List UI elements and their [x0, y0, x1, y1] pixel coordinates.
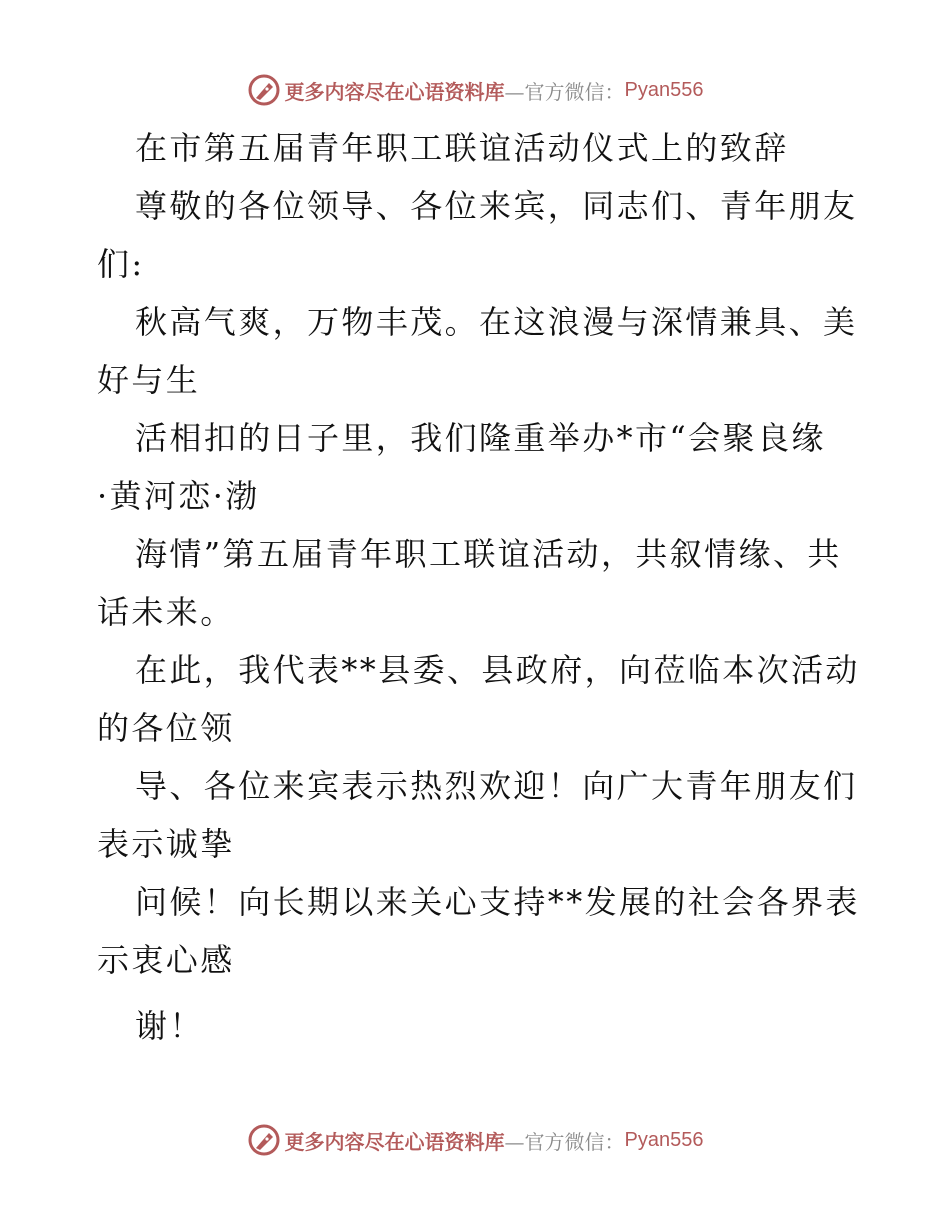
paragraph-line: 表示诚挚: [97, 825, 235, 863]
document-title: 在市第五届青年职工联谊活动仪式上的致辞: [135, 129, 789, 167]
paragraph-line: 示衷心感: [97, 941, 235, 979]
paragraph-line: 们:: [97, 245, 145, 283]
paragraph-line: 导、各位来宾表示热烈欢迎！向广大青年朋友们: [135, 767, 858, 805]
banner-main-text: 更多内容尽在心语资料库: [284, 79, 505, 104]
paragraph-line: 话未来。: [97, 593, 235, 631]
paragraph-line: 问候！向长期以来关心支持**发展的社会各界表: [135, 883, 860, 921]
paragraph-line: 海情”第五届青年职工联谊活动，共叙情缘、共: [135, 535, 842, 573]
banner-sub-text: —官方微信：: [504, 1129, 625, 1154]
paragraph-line: 尊敬的各位领导、各位来宾，同志们、青年朋友: [135, 187, 858, 225]
banner-main-text: 更多内容尽在心语资料库: [284, 1129, 505, 1154]
paragraph-line: 秋高气爽，万物丰茂。在这浪漫与深情兼具、美: [135, 303, 858, 341]
paragraph-line: 在此，我代表**县委、县政府，向莅临本次活动: [135, 651, 860, 689]
footer-banner: [0, 1120, 950, 1160]
paragraph-line: 谢！: [135, 1007, 204, 1045]
banner-wechat-id: Pyan556: [624, 78, 704, 101]
paragraph-line: 的各位领: [97, 709, 235, 747]
pen-nib-circle-icon: [247, 1123, 281, 1157]
paragraph-line: ·黄河恋·渤: [97, 477, 260, 515]
banner-wechat-id: Pyan556: [624, 1128, 704, 1151]
banner-sub-text: —官方微信：: [504, 79, 625, 104]
paragraph-line: 活相扣的日子里，我们隆重举办*市“会聚良缘: [135, 419, 826, 457]
paragraph-line: 好与生: [97, 361, 201, 399]
